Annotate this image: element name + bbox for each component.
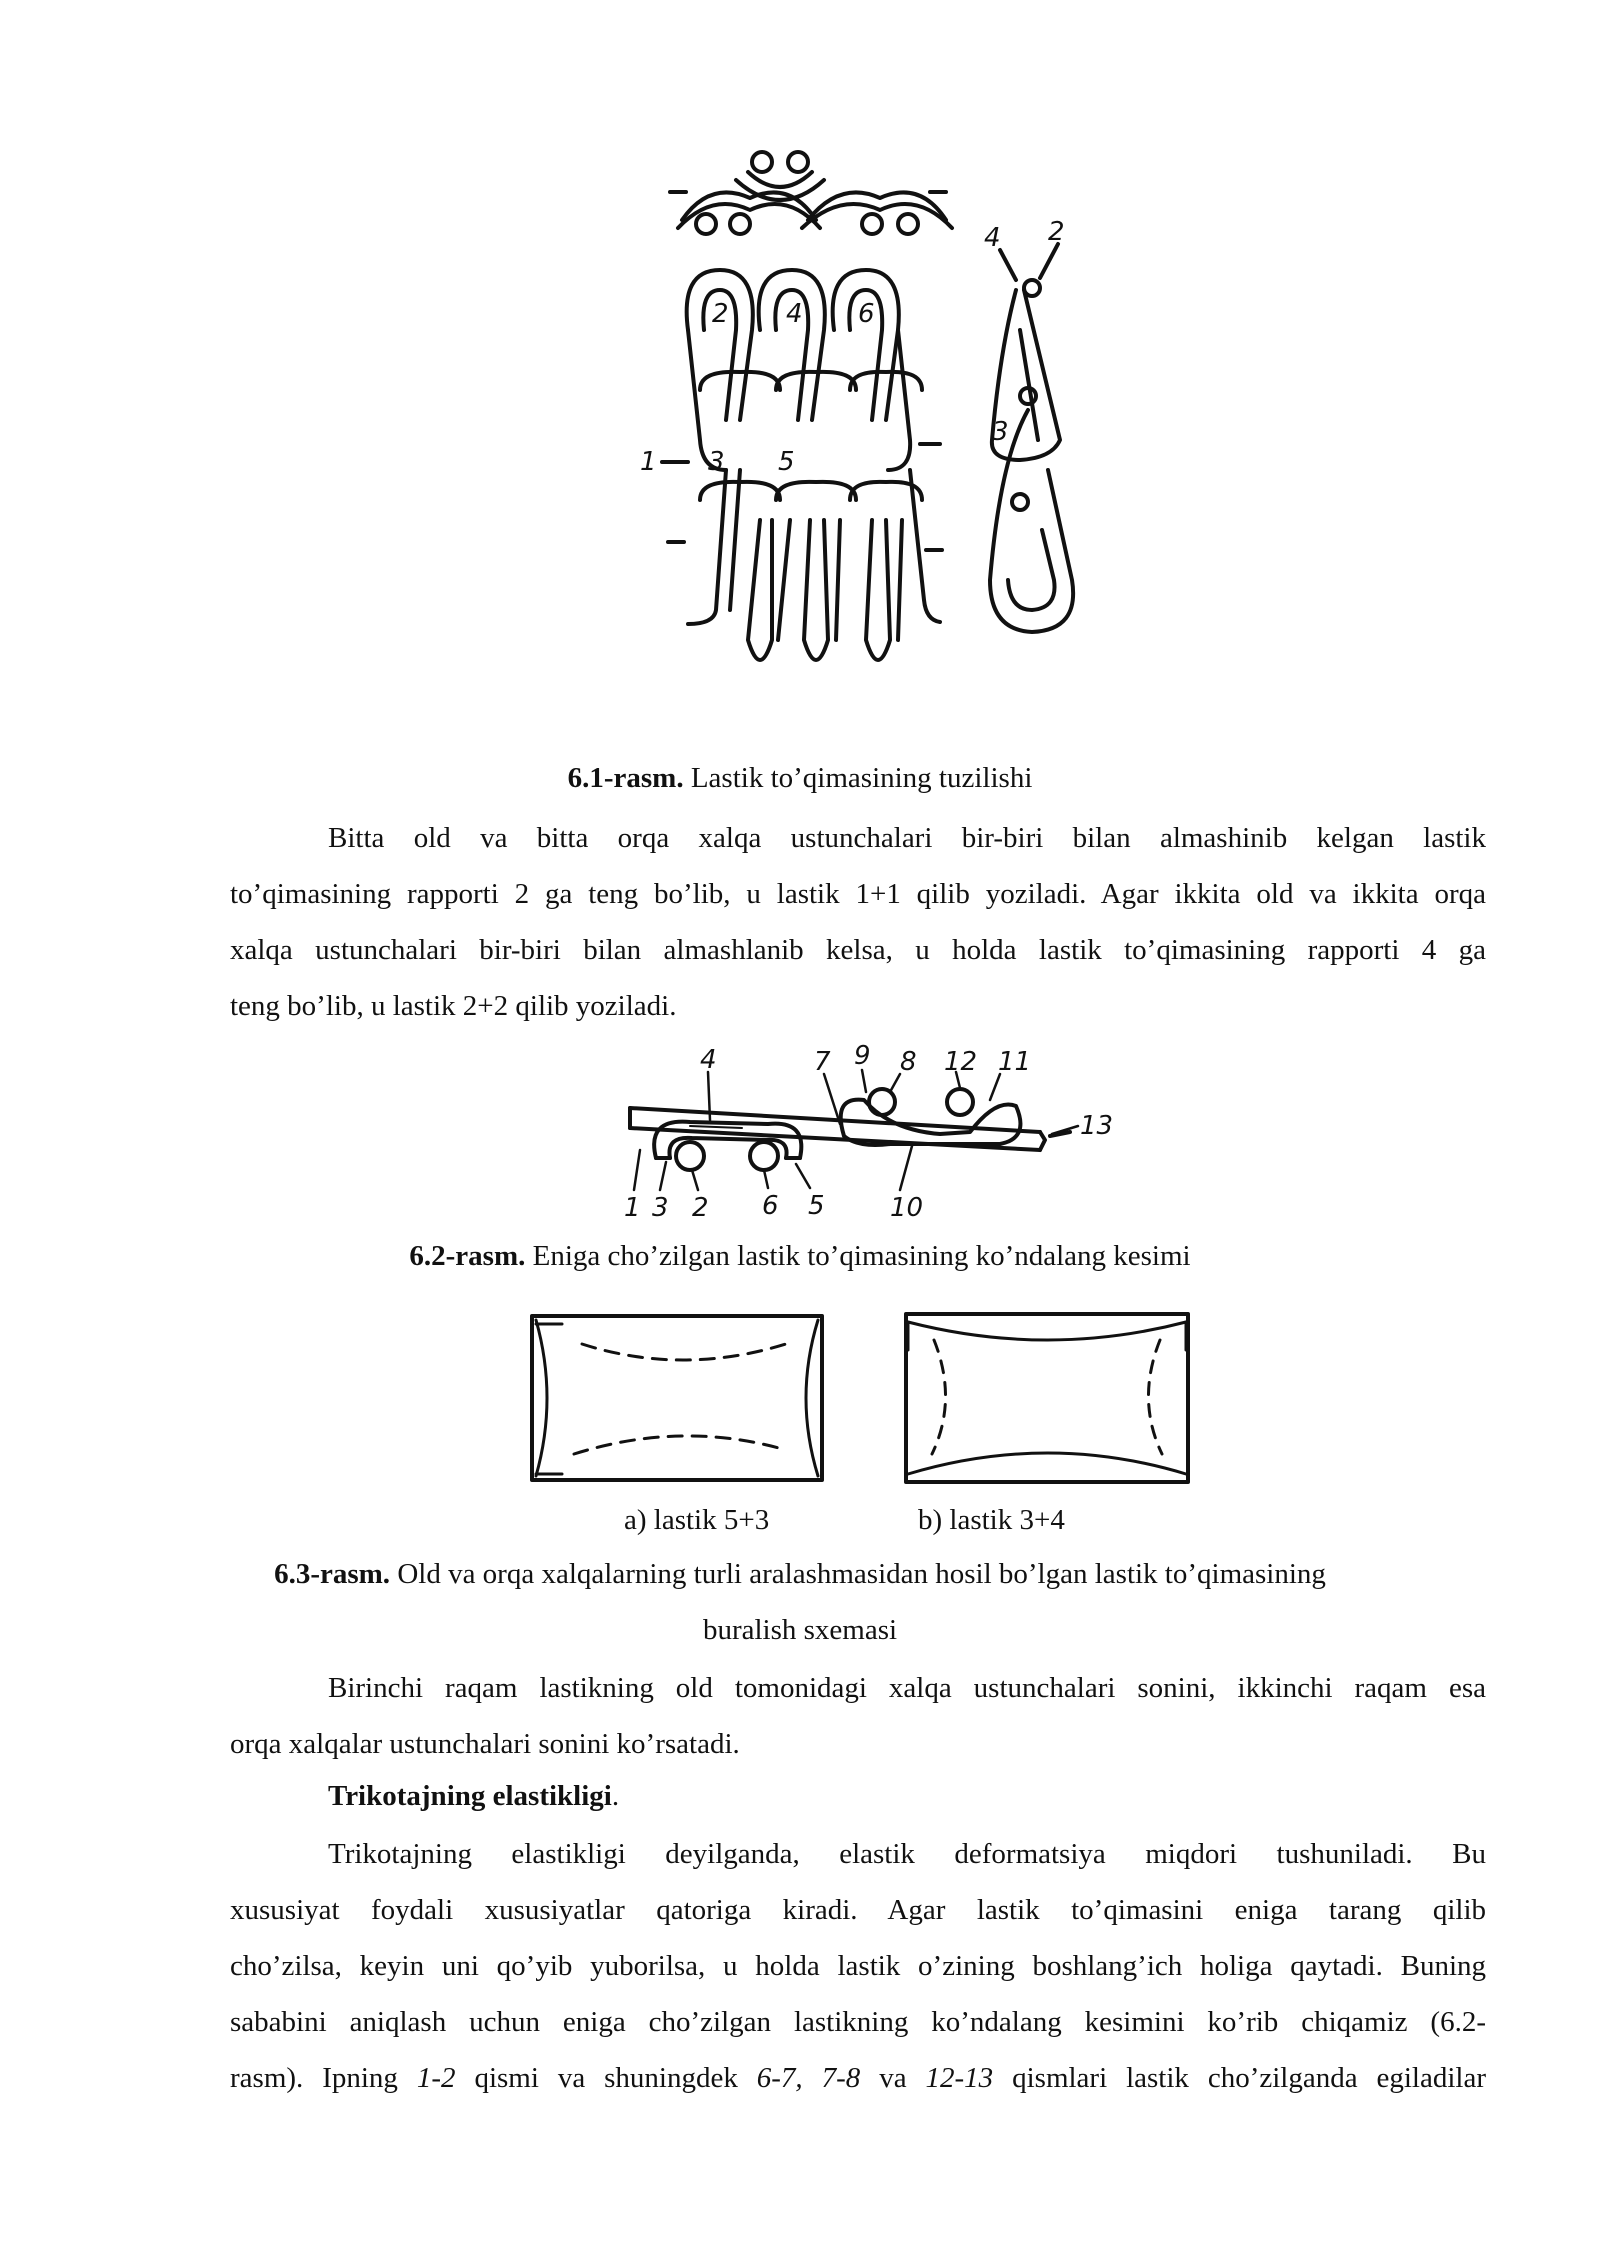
side-label-4: 4 <box>984 223 1001 253</box>
section-label-5: 5 <box>808 1191 825 1220</box>
section-label-4: 4 <box>700 1045 717 1075</box>
side-label-3: 3 <box>992 417 1009 447</box>
figure-6-1-caption: 6.1-rasm. Lastik to’qimasining tuzilishi <box>567 762 1033 794</box>
section-label-1: 1 <box>624 1193 641 1220</box>
loop-label-3: 3 <box>708 447 725 477</box>
loop-label-5: 5 <box>778 447 795 477</box>
paragraph-elasticity: Trikotajning elastikligi deyilganda, elastik deformatsiya miqdori tushuniladi. Bu xususiyat foydali xususiyatlar qatoriga kiradi. Agar lastik to’qimasini eniga tarang qilib cho’zilsa, keyin uni qo’yib yuborilsa, u holda lastik o’zining boshlang’ich holiga qaytadi. Buning sababini aniqlash uchun eniga cho’zilgan lastikning ko’ndalang kesimini ko’rib chiqamiz (6.2- rasm). Ipning 1-2 qismi va shuningdek 6-7, 7-8 va 12-13 qismlari lastik cho’zilganda egiladilar <box>230 1838 1486 2094</box>
rib-knit-structure-figure <box>640 140 1110 700</box>
paragraph-number-meaning: Birinchi raqam lastikning old tomonidagi xalqa ustunchalari sonini, ikkinchi raqam esa orqa xalqalar ustunchalari sonini ko’rsatadi. <box>230 1672 1486 1760</box>
section-heading: Trikotajning elastikligi. <box>328 1780 620 1812</box>
cross-section-figure <box>600 1040 1120 1220</box>
loop-label-2: 2 <box>712 299 729 329</box>
section-label-13: 13 <box>1080 1111 1114 1141</box>
diagram-b-label: b) lastik 3+4 <box>918 1504 1065 1536</box>
section-label-6: 6 <box>762 1191 779 1220</box>
section-label-2: 2 <box>692 1193 709 1220</box>
loop-label-6: 6 <box>858 299 875 329</box>
section-label-7: 7 <box>814 1047 831 1077</box>
section-label-8: 8 <box>900 1047 917 1077</box>
paragraph-rapport: Bitta old va bitta orqa xalqa ustunchalari bir-biri bilan almashinib kelgan lastik to’qimasining rapporti 2 ga teng bo’lib, u lastik 1+1 qilib yoziladi. Agar ikkita old va ikkita orqa xalqa ustunchalari bir-biri bilan almashlanib kelsa, u holda lastik to’qimasining rapporti 4 ga teng bo’lib, u lastik 2+2 qilib yoziladi. <box>230 822 1486 1022</box>
section-label-11: 11 <box>998 1047 1032 1077</box>
figure-6-3-caption: 6.3-rasm. Old va orqa xalqalarning turli aralashmasidan hosil bo’lgan lastik to’qimasining <box>274 1558 1326 1590</box>
rib-twist-diagram-b <box>898 1300 1198 1490</box>
loop-label-4: 4 <box>786 299 803 329</box>
diagram-a-label: a) lastik 5+3 <box>624 1504 770 1536</box>
figure-6-3-caption-line2: buralish sxemasi <box>702 1614 898 1646</box>
section-label-10: 10 <box>890 1193 924 1220</box>
section-label-3: 3 <box>652 1193 669 1220</box>
rib-twist-diagram-a <box>522 1300 832 1490</box>
loop-label-1: 1 <box>640 447 657 477</box>
side-label-2: 2 <box>1048 217 1065 247</box>
section-label-12: 12 <box>944 1047 978 1077</box>
figure-6-2-caption: 6.2-rasm. Eniga cho’zilgan lastik to’qimasining ko’ndalang kesimi <box>409 1240 1191 1272</box>
section-label-9: 9 <box>854 1041 871 1071</box>
